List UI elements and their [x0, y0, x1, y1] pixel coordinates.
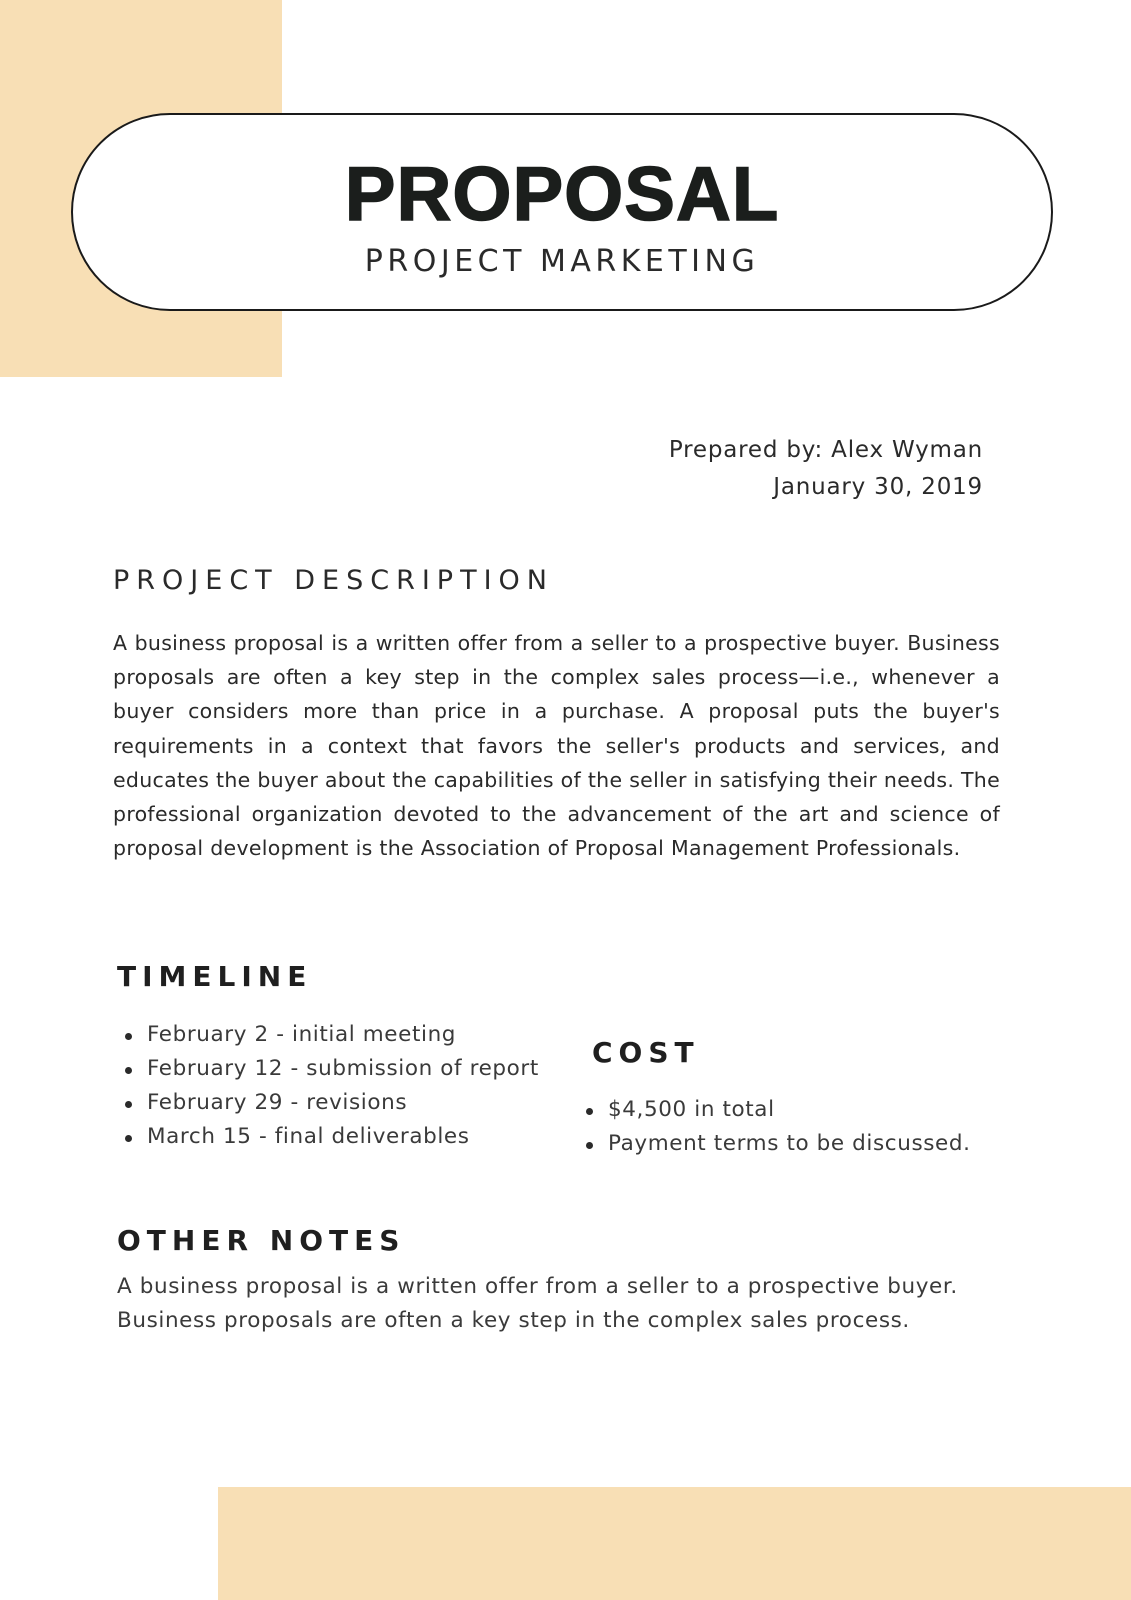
bullet-icon: [125, 1033, 132, 1040]
bullet-icon: [125, 1135, 132, 1142]
bullet-icon: [586, 1108, 593, 1115]
other-notes-line: Business proposals are often a key step in the complex sales process.: [117, 1308, 910, 1333]
prepared-date: January 30, 2019: [773, 474, 983, 500]
timeline-item-text: February 29 - revisions: [147, 1090, 408, 1115]
prepared-info: [669, 432, 983, 506]
bullet-icon: [125, 1067, 132, 1074]
timeline-item-text: February 2 - initial meeting: [147, 1022, 457, 1047]
other-notes-heading: OTHER NOTES: [117, 1224, 406, 1257]
decorative-accent-block-bottom: [218, 1487, 1131, 1600]
cost-item-text: Payment terms to be discussed.: [608, 1131, 971, 1156]
bullet-icon: [125, 1101, 132, 1108]
other-notes-body: [117, 1270, 997, 1338]
prepared-by: Prepared by: Alex Wyman: [668, 437, 983, 463]
list-item: [578, 1127, 971, 1161]
list-item: [117, 1086, 539, 1120]
document-title: PROPOSAL: [344, 152, 780, 237]
cost-item-text: $4,500 in total: [608, 1097, 775, 1122]
list-item: [578, 1093, 971, 1127]
project-description-heading: PROJECT DESCRIPTION: [113, 565, 554, 596]
timeline-item-text: March 15 - final deliverables: [147, 1124, 470, 1149]
project-description-body: A business proposal is a written offer from a seller to a prospective buyer. Business proposals are often a key step in the complex sales process—i.e., whenever a buyer considers more than price in a purchase. A proposal puts the buyer's requirements in a context that favors the seller's products and services, and educates the buyer about the capabilities of the seller in satisfying their needs. The professional organization devoted to the advancement of the art and science of proposal development is the Association of Proposal Management Professionals.: [113, 631, 1000, 861]
timeline-heading: TIMELINE: [117, 960, 313, 993]
timeline-list: [117, 1018, 539, 1154]
document-subtitle: PROJECT MARKETING: [364, 244, 760, 279]
other-notes-line: A business proposal is a written offer from a seller to a prospective buyer.: [117, 1274, 958, 1299]
list-item: [117, 1120, 539, 1154]
timeline-item-text: February 12 - submission of report: [147, 1056, 539, 1081]
title-banner: [71, 113, 1053, 311]
list-item: [117, 1018, 539, 1052]
bullet-icon: [586, 1142, 593, 1149]
cost-heading: COST: [592, 1036, 700, 1069]
list-item: [117, 1052, 539, 1086]
cost-list: [578, 1093, 971, 1161]
